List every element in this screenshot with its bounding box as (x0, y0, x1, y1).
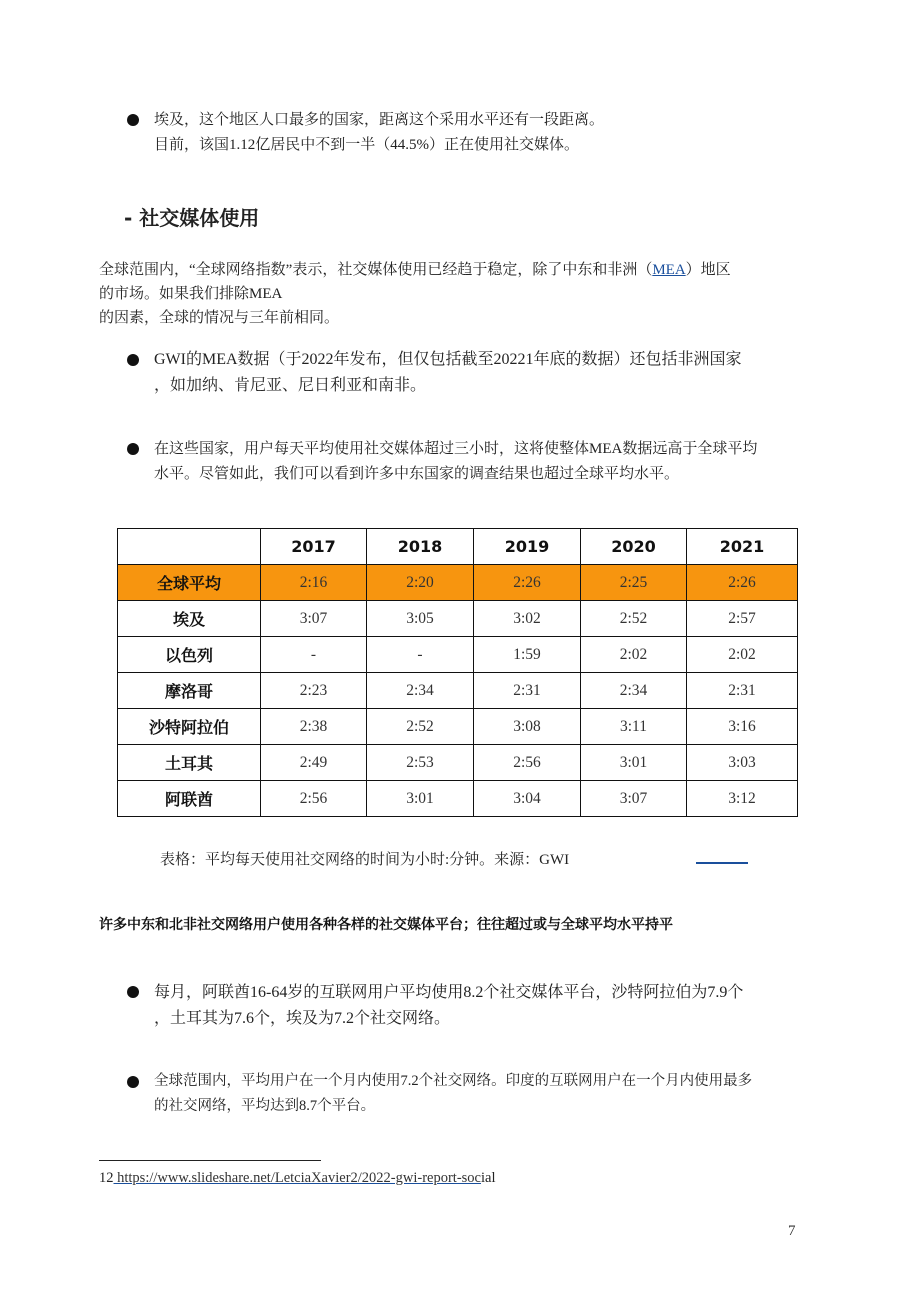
footnote-link[interactable]: https://www.slideshare.net/LetciaXavier2/2022-gwi-report-soc (113, 1170, 481, 1186)
bullet-line: 每月，阿联酋16-64岁的互联网用户平均使用8.2个社交媒体平台，沙特阿拉伯为7.9个 (154, 984, 744, 1001)
table-row-global-average (118, 565, 798, 601)
table-cell: 3:05 (367, 601, 474, 637)
table-cell: 3:04 (474, 781, 581, 817)
table-cell: 2:53 (367, 745, 474, 781)
table-cell: 3:11 (581, 709, 687, 745)
footnote-number: 12 (99, 1170, 114, 1186)
table-row (118, 601, 798, 637)
row-label: 埃及 (118, 601, 261, 637)
paragraph-text: ）地区 (685, 262, 731, 278)
table-row (118, 781, 798, 817)
intro-paragraph (99, 258, 731, 330)
caption-link-underline[interactable] (696, 862, 748, 864)
bullet-line: 全球范围内，平均用户在一个月内使用7.2个社交网络。印度的互联网用户在一个月内使用最多 (154, 1073, 753, 1089)
table-cell: 3:07 (261, 601, 367, 637)
mea-link[interactable]: MEA (652, 262, 686, 278)
table-cell: 2:25 (581, 565, 687, 601)
bullet-countries (154, 437, 757, 487)
table-cell: 3:03 (687, 745, 798, 781)
footnote (99, 1170, 496, 1187)
bullet-line: 的社交网络，平均达到8.7个平台。 (154, 1098, 376, 1114)
table-cell: 2:20 (367, 565, 474, 601)
bullet-icon (127, 986, 139, 998)
table-cell: 2:26 (687, 565, 798, 601)
table-row (118, 637, 798, 673)
table-row (118, 745, 798, 781)
table-header-cell: 2020 (581, 529, 687, 565)
table-cell: 2:56 (261, 781, 367, 817)
table-cell: 2:34 (367, 673, 474, 709)
row-label: 以色列 (118, 637, 261, 673)
table-cell: 2:49 (261, 745, 367, 781)
bullet-line: ，如加纳、肯尼亚、尼日利亚和南非。 (154, 377, 427, 394)
footnote-divider (99, 1160, 321, 1161)
table-cell: 2:38 (261, 709, 367, 745)
bullet-icon (127, 114, 139, 126)
table-cell: 2:02 (581, 637, 687, 673)
bullet-icon (127, 354, 139, 366)
table-cell: 1:59 (474, 637, 581, 673)
paragraph-line-1 (99, 258, 731, 282)
paragraph-line-2: 的市场。如果我们排除MEA (99, 286, 283, 302)
bullet-gwi-mea (154, 347, 742, 399)
bullet-egypt (154, 108, 604, 158)
table-cell: 2:57 (687, 601, 798, 637)
table-header-cell: 2018 (367, 529, 474, 565)
table-caption: 表格：平均每天使用社交网络的时间为小时:分钟。来源：GWI (160, 852, 570, 868)
row-label: 土耳其 (118, 745, 261, 781)
bullet-line: GWI的MEA数据（于2022年发布，但仅包括截至20221年底的数据）还包括非洲国家 (154, 351, 742, 368)
table-header-row (118, 529, 798, 565)
table-cell: 3:07 (581, 781, 687, 817)
table-cell: 3:16 (687, 709, 798, 745)
table-cell: 2:31 (474, 673, 581, 709)
bullet-icon (127, 443, 139, 455)
table-cell: 3:12 (687, 781, 798, 817)
row-label: 沙特阿拉伯 (118, 709, 261, 745)
bullet-line: 目前，该国1.12亿居民中不到一半（44.5%）正在使用社交媒体。 (154, 137, 579, 153)
table-cell: - (261, 637, 367, 673)
page-number: 7 (788, 1223, 796, 1239)
table-header-cell: 2021 (687, 529, 798, 565)
paragraph-text: 全球范围内，“全球网络指数”表示，社交媒体使用已经趋于稳定，除了中东和非洲（ (99, 262, 653, 278)
table-cell: 2:02 (687, 637, 798, 673)
table-cell: 2:23 (261, 673, 367, 709)
table-cell: 3:08 (474, 709, 581, 745)
table-cell: 2:26 (474, 565, 581, 601)
table-cell: 2:34 (581, 673, 687, 709)
table-cell: 3:02 (474, 601, 581, 637)
section-heading: - 社交媒体使用 (124, 206, 260, 230)
paragraph-line-3: 的因素，全球的情况与三年前相同。 (99, 310, 340, 326)
table-cell: - (367, 637, 474, 673)
table-cell: 3:01 (367, 781, 474, 817)
table-cell: 2:31 (687, 673, 798, 709)
bullet-line: 水平。尽管如此，我们可以看到许多中东国家的调查结果也超过全球平均水平。 (154, 466, 680, 482)
table-row (118, 673, 798, 709)
bullet-icon (127, 1076, 139, 1088)
bullet-line: 在这些国家，用户每天平均使用社交媒体超过三小时，这将使整体MEA数据远高于全球平均 (154, 441, 758, 457)
table-cell: 2:56 (474, 745, 581, 781)
table-row (118, 709, 798, 745)
table-cell: 2:52 (367, 709, 474, 745)
bullet-line: 埃及，这个地区人口最多的国家，距离这个采用水平还有一段距离。 (154, 112, 605, 128)
row-label: 阿联酋 (118, 781, 261, 817)
bullet-platforms-per-month (154, 980, 743, 1032)
bullet-global-average (154, 1069, 752, 1119)
table-header-cell: 2019 (474, 529, 581, 565)
bullet-line: ，土耳其为7.6个，埃及为7.2个社交网络。 (154, 1010, 451, 1027)
row-label: 摩洛哥 (118, 673, 261, 709)
usage-table (117, 528, 798, 817)
table-cell: 2:16 (261, 565, 367, 601)
row-label: 全球平均 (118, 565, 261, 601)
table-cell: 2:52 (581, 601, 687, 637)
footnote-url-tail: ial (481, 1170, 496, 1186)
subheading: 许多中东和北非社交网络用户使用各种各样的社交媒体平台；往往超过或与全球平均水平持平 (99, 917, 673, 933)
table-cell: 3:01 (581, 745, 687, 781)
table-header-cell: 2017 (261, 529, 367, 565)
table-header-cell (118, 529, 261, 565)
